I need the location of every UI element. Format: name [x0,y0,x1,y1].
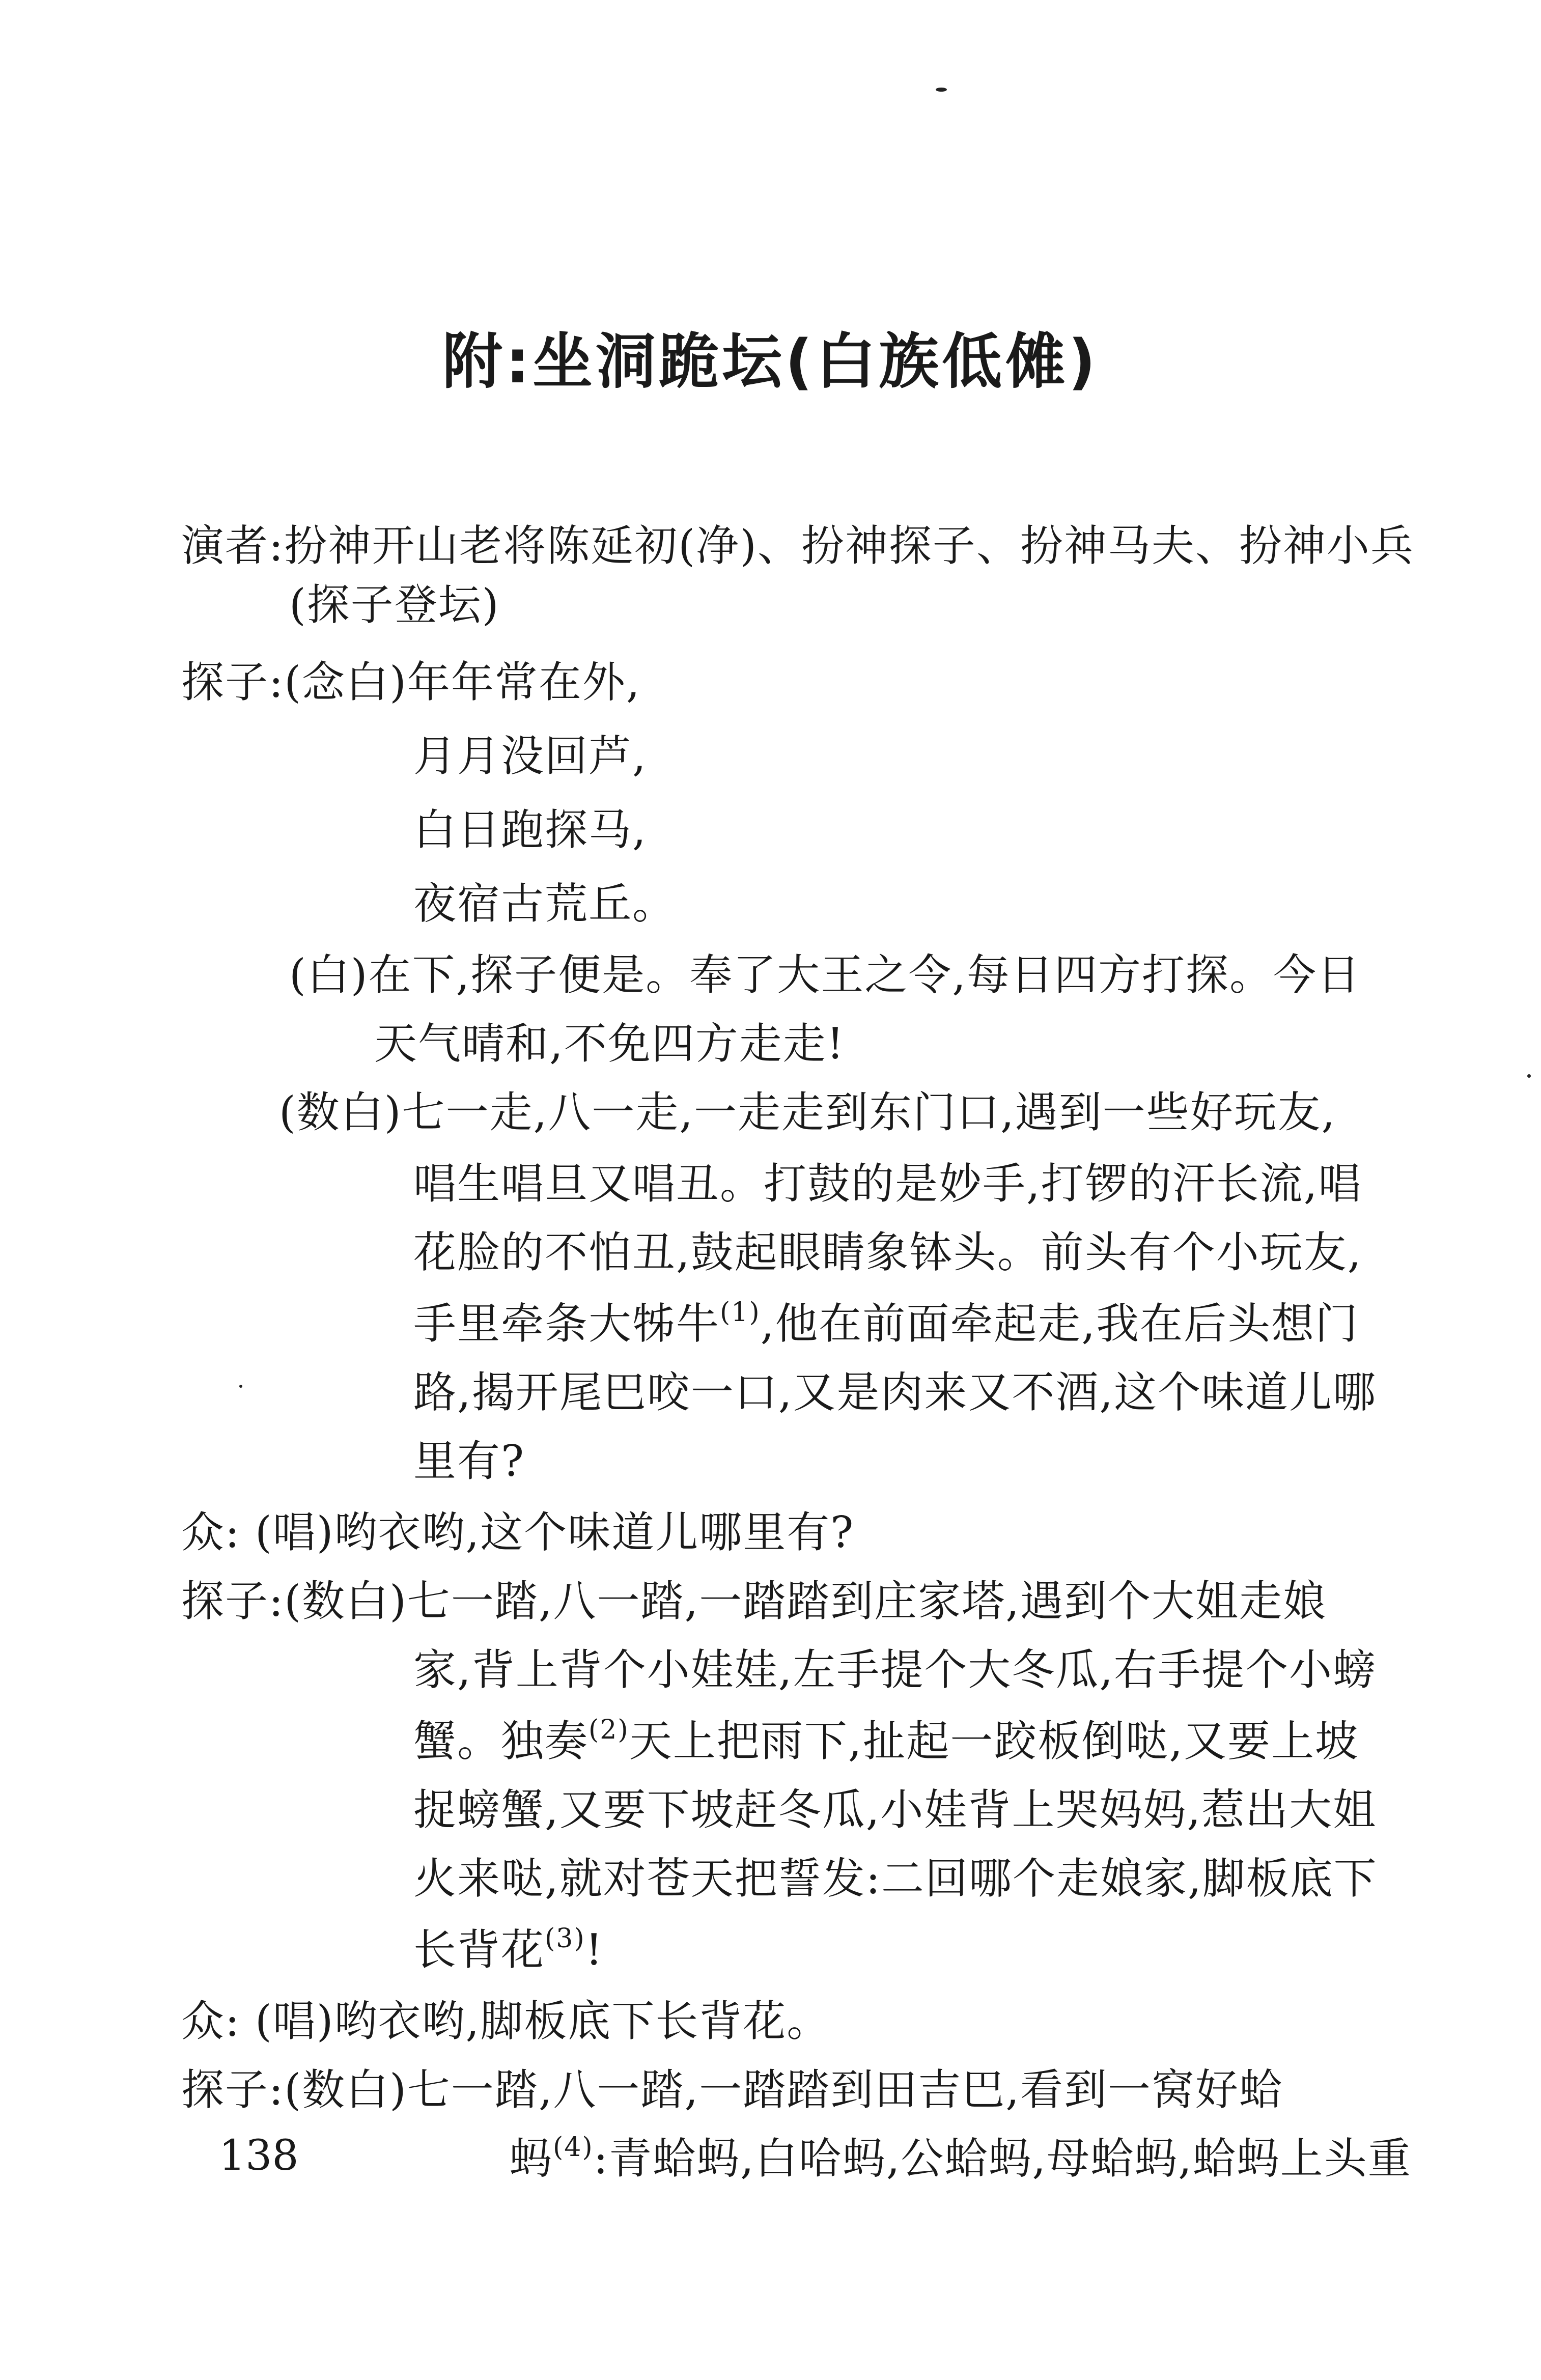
text-line: 白日跑探马, [413,805,647,855]
text-line: 探子:(数白)七一踏,八一踏,一踏踏到田吉巴,看到一窝好蛤 [181,2065,1283,2115]
scan-speck [1527,1074,1531,1078]
text-line: (数白)七一走,八一走,一走走到东门口,遇到一些好玩友, [279,1087,1336,1137]
text-line: 花脸的不怕丑,鼓起眼睛象钵头。前头有个小玩友, [413,1227,1362,1277]
scan-speck [936,88,947,92]
text-line: 天气晴和,不免四方走走! [374,1019,845,1069]
text-line: 捉螃蟹,又要下坡赶冬瓜,小娃背上哭妈妈,惹出大姐 [413,1785,1377,1835]
footnote-marker: (3) [545,1923,585,1954]
text-line: 里有? [413,1436,525,1486]
text-line: 夜宿古荒丘。 [413,879,677,929]
text-line: 众: (唱)哟衣哟,这个味道儿哪里有? [181,1507,855,1557]
text-segment: 手里牵条大牬牛 [413,1299,720,1349]
page-title: 附:坐洞跪坛(白族低傩) [442,326,1099,397]
text-line: 火来哒,就对苍天把誓发:二回哪个走娘家,脚板底下 [413,1854,1378,1903]
footnote-marker: (4) [553,2132,594,2163]
footnote-marker: (1) [720,1297,761,1328]
page-number: 138 [219,2132,299,2180]
text-line: 众: (唱)哟衣哟,脚板底下长背花。 [181,1996,831,2046]
text-line: 月月没回芦, [413,731,647,781]
text-line: 路,揭开尾巴咬一口,又是肉来又不酒,这个味道儿哪 [413,1367,1377,1417]
text-line: 演者:扮神开山老将陈延初(净)、扮神探子、扮神马夫、扮神小兵 [181,521,1414,571]
text-line: 唱生唱旦又唱丑。打鼓的是妙手,打锣的汗长流,唱 [413,1159,1362,1209]
text-segment: ! [585,1925,604,1975]
text-line [413,1293,1359,1354]
text-segment: ,他在前面牵起走,我在后头想门 [760,1299,1359,1349]
text-line [413,1919,603,1980]
text-line: (探子登坛) [289,580,500,630]
text-line: 家,背上背个小娃娃,左手提个大冬瓜,右手提个小螃 [413,1645,1377,1695]
scan-speck [239,1385,242,1388]
text-segment: 长背花 [413,1925,545,1975]
text-segment: 蟹。独奏 [413,1716,589,1766]
text-line: 探子:(数白)七一踏,八一踏,一踏踏到庄家塔,遇到个大姐走娘 [181,1576,1327,1626]
text-line: (白)在下,探子便是。奉了大王之令,每日四方打探。今日 [289,950,1361,1000]
text-segment: 天上把雨下,扯起一跤板倒哒,又要上坡 [629,1716,1359,1766]
text-line: 探子:(念白)年年常在外, [181,657,641,707]
text-segment: :青蛤蚂,白哈蚂,公蛤蚂,母蛤蚂,蛤蚂上头重 [593,2134,1412,2183]
text-segment: 蚂 [509,2134,553,2183]
text-line [509,2128,1412,2189]
text-line [413,1711,1359,1772]
footnote-marker: (2) [589,1715,629,1745]
